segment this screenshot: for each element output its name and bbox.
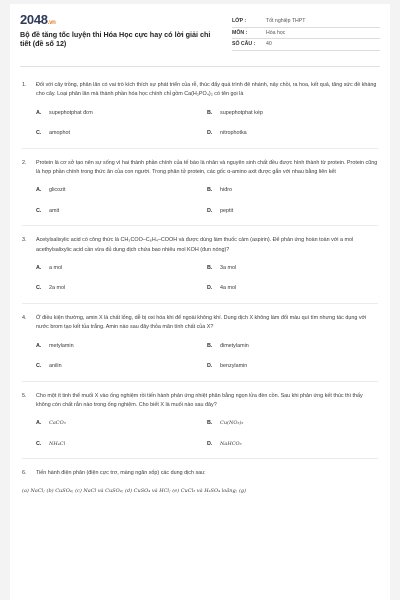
answer-options	[22, 342, 378, 372]
option-key: D.	[207, 285, 213, 292]
option-text: CaCO₃	[49, 420, 66, 427]
option-key: D.	[207, 207, 213, 214]
question	[22, 458, 378, 496]
answer-option[interactable]	[36, 264, 207, 273]
option-key: A.	[36, 265, 42, 272]
question	[22, 225, 378, 294]
meta-label: MÔN :	[232, 29, 248, 36]
option-text: glicozit	[49, 187, 66, 194]
meta-value: Hóa học	[266, 29, 286, 36]
logo-suffix: .vn	[47, 20, 56, 26]
meta-label: LỚP :	[232, 18, 247, 25]
option-key: C.	[36, 207, 42, 214]
option-key: B.	[207, 342, 213, 349]
logo-text: 2048	[20, 12, 48, 27]
answer-options	[22, 186, 378, 216]
question-stem	[22, 314, 378, 333]
answer-option[interactable]	[207, 342, 378, 351]
option-key: B.	[207, 420, 213, 427]
answer-option[interactable]	[207, 362, 378, 371]
question-list	[10, 67, 390, 496]
answer-option[interactable]	[36, 129, 207, 138]
option-key: D.	[207, 440, 213, 447]
option-key: C.	[36, 363, 42, 370]
option-text: metylamin	[49, 342, 74, 349]
question-stem	[22, 469, 378, 478]
answer-option[interactable]	[207, 109, 378, 118]
option-key: D.	[207, 130, 213, 137]
meta-row	[232, 28, 380, 40]
option-text: amit	[49, 207, 60, 214]
question	[22, 81, 378, 139]
option-key: B.	[207, 187, 213, 194]
question-stem	[22, 392, 378, 411]
question-text: Cho một ít tinh thể muối X vào ống nghiệm rồi tiến hành phản ứng nhiệt phân bằng ngọn lửa đèn cồn. Sau khi phản ứng kết thúc thì thấy không còn chất rắn nào trong ống nghiệm. Cho biết X là muối nào sau đây?	[36, 392, 363, 408]
option-text: 4a mol	[220, 285, 237, 292]
answer-option[interactable]	[36, 284, 207, 293]
option-text: đimetylamin	[220, 342, 249, 349]
option-key: A.	[36, 187, 42, 194]
option-key: A.	[36, 420, 42, 427]
option-key: B.	[207, 109, 213, 116]
answer-option[interactable]	[36, 440, 207, 449]
option-text: amophot	[49, 130, 70, 137]
answer-option[interactable]	[36, 362, 207, 371]
question-number: 1.	[22, 82, 27, 88]
option-text: hiđro	[220, 187, 232, 194]
question-text: Đối với cây trồng, phân lân có vai trò kích thích sự phát triển của rễ, thúc đẩy quá trình đẻ nhánh, nảy chồi, ra hoa, kết quả, tăng sức đề kháng cho cây. Loại phân lân mà thành phần hóa học chính chỉ gồm Ca(H₂PO₄)₂ có tên gọi là	[36, 82, 377, 98]
option-text: NaHCO₃	[220, 440, 242, 447]
answer-option[interactable]	[36, 207, 207, 216]
option-text: NH₄Cl	[49, 440, 66, 447]
option-text: peptit	[220, 207, 234, 214]
option-key: C.	[36, 440, 42, 447]
answer-option[interactable]	[36, 186, 207, 195]
answer-option[interactable]	[36, 109, 207, 118]
meta-value: 40	[266, 41, 272, 48]
meta-label: SỐ CÂU :	[232, 41, 256, 48]
document-header	[10, 4, 390, 66]
answer-option[interactable]	[36, 342, 207, 351]
question	[22, 381, 378, 450]
question-text: Protein là cơ sở tạo nên sự sống vì hai thành phần chính của tế bào là nhân và nguyên sinh chất đều được hình thành từ protein. Protein cũng là hợp phần chính trong thức ăn của con người. Trong phân tử protein, các gốc α-amino axit được gắn với nhau bằng liên kết	[36, 159, 378, 176]
document-page	[10, 4, 390, 600]
option-text: supephotphat kép	[220, 109, 263, 116]
option-text: anilin	[49, 363, 62, 370]
option-text: benzylamin	[220, 363, 248, 370]
answer-options	[22, 109, 378, 139]
document-meta	[232, 16, 380, 51]
answer-option[interactable]	[207, 284, 378, 293]
option-text: supephotphat đơn	[49, 109, 93, 116]
question-number: 3.	[22, 237, 27, 244]
question-number: 5.	[22, 392, 27, 399]
meta-value: Tốt nghiệp THPT	[266, 18, 306, 25]
answer-option[interactable]	[207, 419, 378, 428]
question-subtext: (a) NaCl; (b) CuSO₄; (c) NaCl và CuSO₄; (d) CuSO₄ và HCl; (e) CuCl₂ và H₂SO₄ loãng; (g)	[22, 487, 247, 494]
answer-option[interactable]	[207, 264, 378, 273]
question-stem	[22, 81, 378, 100]
answer-option[interactable]	[207, 440, 378, 449]
question-subtext-row	[22, 487, 378, 496]
document-title: Bộ đề tăng tốc luyện thi Hóa Học cực hay có lời giải chi tiết (đề số 12)	[20, 30, 211, 48]
option-text: nitrophotka	[220, 130, 247, 137]
question	[22, 148, 378, 217]
option-text: a mol	[49, 265, 63, 272]
option-key: A.	[36, 109, 42, 116]
option-key: A.	[36, 342, 42, 349]
question-stem	[22, 159, 378, 178]
answer-option[interactable]	[207, 207, 378, 216]
option-key: D.	[207, 363, 213, 370]
question-number: 6.	[22, 470, 27, 477]
answer-option[interactable]	[36, 419, 207, 428]
question-number: 2.	[22, 159, 27, 166]
answer-options	[22, 419, 378, 449]
option-key: B.	[207, 265, 213, 272]
option-text: 3a mol	[220, 265, 237, 272]
option-text: 2a mol	[49, 285, 66, 292]
question-text: Ở điều kiện thường, amin X là chất lỏng, dễ bị oxi hóa khi để ngoài không khí. Dung dịch X không làm đổi màu quì tím nhưng tác dụng với nước brom tạo kết tủa trắng. Amin nào sau đây thỏa mãn tính chất của X?	[36, 314, 367, 331]
option-key: C.	[36, 130, 42, 137]
question	[22, 303, 378, 372]
meta-row	[232, 39, 380, 51]
question-text: Tiến hành điện phân (điện cực trơ, màng ngăn xốp) các dung dịch sau:	[36, 470, 206, 477]
question-stem	[22, 236, 378, 255]
question-text: Acetylsalixylic acid có công thức là CH₃COO–C₆H₄–COOH và được dùng làm thuốc cảm (aspirin). Để phản ứng hoàn toàn với a mol acethylsalixylic acid cần vừa đủ dung dịch chứa bao nhiêu mol KOH (đun nóng)?	[36, 237, 354, 253]
answer-option[interactable]	[207, 186, 378, 195]
answer-options	[22, 264, 378, 294]
question-number: 4.	[22, 314, 27, 321]
answer-option[interactable]	[207, 129, 378, 138]
option-text: Cu(NO₃)₂	[220, 420, 244, 427]
meta-row	[232, 16, 380, 28]
option-key: C.	[36, 285, 42, 292]
